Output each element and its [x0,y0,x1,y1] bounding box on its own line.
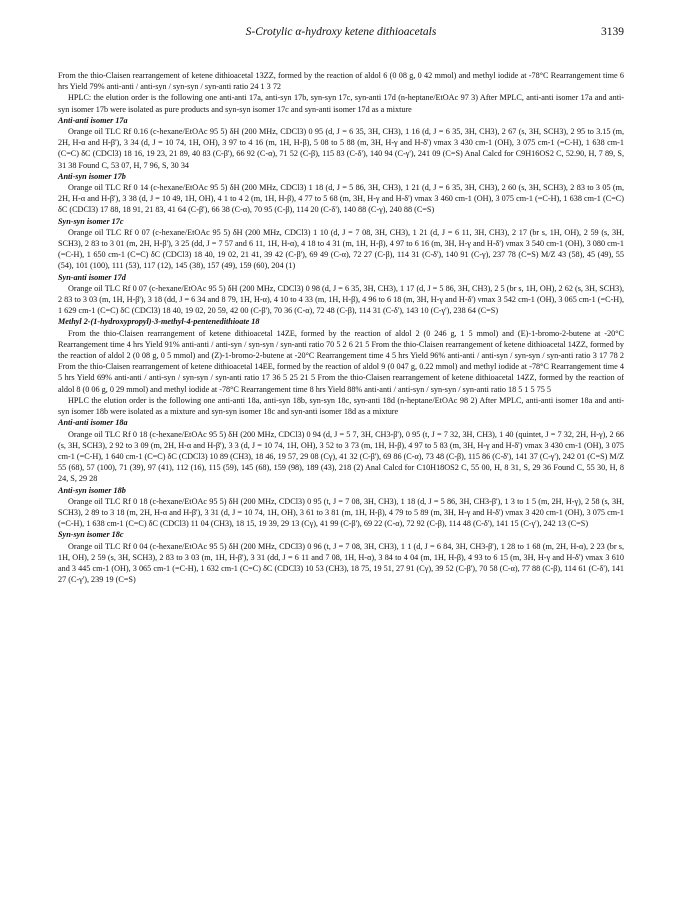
paragraph: From the thio-Claisen rearrangement of ketene dithioacetal 14ZE, formed by the reaction of aldol 2 (0 246 g, 1 5 mmol) and (E)-1-bromo-2-butene at -20°C Rearrangement time 4 hrs Yield 91% anti-anti / anti-syn / syn-syn / syn-anti ratio 70 5 2 6 21 5 From the thio-Claisen rearrangement of ketene dithioacetal 14ZZ, formed by the reaction of aldol 2 (0 08 g, 0 5 mmol) and (Z)-1-bromo-2-butene at -20°C Rearrangement time 4 5 hrs Yield 96% anti-anti / anti-syn / syn-syn / syn-anti ratio 3 17 78 2 From the thio-Claisen rearrangement of ketene dithioacetal 14EE, formed by the reaction of aldol 9 (0 047 g, 0.22 mmol) and methyl iodide at -78°C Rearrangement time 4 5 hrs Yield 69% anti-anti / anti-syn / syn-syn / syn-anti ratio 17 36 5 25 21 5 From the thio-Claisen rearrangement of ketene dithioacetal 14ZZ, formed by the reaction of aldol 8 (0 06 g, 0 29 mmol) and methyl iodide at -78°C Rearrangement time 8 hrs Yield 88% anti-anti / anti-syn / syn-syn / syn-anti ratio 18 5 1 5 75 5 [58,328,624,394]
paragraph: Orange oil TLC Rf 0 14 (c-hexane/EtOAc 95 5) δH (200 MHz, CDCl3) 1 18 (d, J = 5 86, 3H, CH3), 1 21 (d, J = 6 35, 3H, CH3), 2 60 (s, 3H, SCH3), 2 83 to 3 05 (m, 2H, H-α and H-β'), 3 38 (d, J = 10 49, 1H, OH), 4 1 to 4 2 (m, 1H, H-β), 4 77 to 5 68 (m, 3H, H-γ and H-δ') νmax 3 460 cm-1 (OH), 3 075 cm-1 (=C-H), 1 638 cm-1 (C=C) δC (CDCl3) 17 88, 18 91, 21 83, 41 64 (C-β'), 66 38 (C-α), 70 95 (C-β), 114 20 (C-δ'), 140 88 (C-γ), 240 88 (C=S) [58,183,624,215]
paragraph: Orange oil TLC Rf 0.16 (c-hexane/EtOAc 95 5) δH (200 MHz, CDCl3) 0 95 (d, J = 6 35, 3H, CH3), 1 16 (d, J = 6 35, 3H, CH3), 2 67 (s, 3H, SCH3), 2 95 to 3.15 (m, 2H, H-α and H-β'), 3 34 (d, J = 10 74, 1H, OH), 3 97 to 4 16 (m, 1H, H-β), 5 08 to 5 88 (m, 3H, H-γ and H-δ') νmax 3 430 cm-1 (OH), 3 075 cm-1 (=C-H), 1 638 cm-1 (C=C) δC (CDCl3) 18 16, 19 23, 21 89, 40 83 (C-β'), 66 92 (C-α), 71 52 (C-β), 115 83 (C-δ'), 140 94 (C-γ'), 241 09 (C=S) Anal Calcd for C9H16OS2 C, 52.90, H, 7 89, S, 31 38 Found C, 53 07, H, 7 96, S, 30 34 [58,127,624,170]
paragraph: Orange oil TLC Rf 0 18 (c-hexane/EtOAc 95 5) δH (200 MHz, CDCl3) 0 94 (d, J = 5 7, 3H, CH3-β'), 0 95 (t, J = 7 32, 3H, CH3), 1 40 (quintet, J = 7 32, 2H, H-γ), 2 66 (s, 3H, SCH3), 2 92 to 3 09 (m, 2H, H-α and H-β'), 3 3 (d, J = 10 74, 1H, OH), 3 52 to 3 73 (m, 1H, H-β), 4 97 to 5 83 (m, 3H, H-γ and H-δ') νmax 3 430 cm-1 (OH), 3 075 cm-1 (=C-H), 1 640 cm-1 (C=C) δC (CDCl3) 10 89 (CH3), 18 46, 19 57, 29 08 (Cγ), 41 32 (C-β'), 69 86 (C-α), 73 48 (C-β), 115 86 (C-δ'), 141 37 (C-γ'), 242 01 (C=S) M/Z 55 (68), 57 (100), 71 (39), 97 (41), 112 (16), 115 (59), 145 (68), 159 (98), 189 (43), 218 (2) Anal Calcd for C10H18OS2 C, 55 00, H, 8 31, S, 29 36 Found C, 55 30, H, 8 24, S, 29 28 [58,429,624,484]
compound-heading: Anti-syn isomer 18b [58,485,126,495]
body-text [58,70,624,585]
paragraph: Orange oil TLC Rf 0 04 (c-hexane/EtOAc 95 5) δH (200 MHz, CDCl3) 0 96 (t, J = 7 08, 3H, CH3), 1 1 (d, J = 6 84, 3H, CH3-β'), 1 28 to 1 68 (m, 2H, H-α), 2 23 (br s, 1H, OH), 2 59 (s, 3H, SCH3), 2 83 to 3 03 (m, 1H, H-β'), 3 31 (dd, J = 6 11 and 7 08, 1H, H-α), 3 84 to 4 04 (m, 1H, H-β), 4 93 to 6 15 (m, 3H, H-γ and H-δ') νmax 3 610 and 3 445 cm-1 (OH), 3 065 cm-1 (=C-H), 1 632 cm-1 (C=C) δC (CDCl3) 10 53 (CH3), 18 75, 19 51, 27 91 (Cγ), 39 52 (C-β'), 70 58 (C-α), 77 88 (C-β), 114 61 (C-δ'), 141 27 (C-γ'), 239 19 (C=S) [58,541,624,585]
compound-heading: Anti-anti isomer 17a [58,115,128,125]
compound-heading: Syn-syn isomer 17c [58,216,124,226]
page-header [58,26,624,42]
page-number: 3139 [601,26,624,38]
paragraph: HPLC the elution order is the following one anti-anti 18a, anti-syn 18b, syn-syn 18c, syn-anti 18d (n-heptane/EtOAc 98 2) After MPLC, anti-anti isomer 18a and anti-syn isomer 18b were isolated as a mixture and syn-syn isomer 18c and syn-anti isomer 18d as a mixture [58,395,624,417]
paragraph: From the thio-Claisen rearrangement of ketene dithioacetal 13ZZ, formed by the reaction of aldol 6 (0 08 g, 0 42 mmol) and methyl iodide at -78°C Rearrangement time 6 hrs Yield 79% anti-anti / anti-syn / syn-syn / syn-anti ratio 24 1 3 72 [58,71,624,92]
compound-heading: Syn-anti isomer 17d [58,272,126,282]
section-heading: Methyl 2-(1-hydroxypropyl)-3-methyl-4-pentenedithioate 18 [58,317,260,327]
paragraph: HPLC: the elution order is the following one anti-anti 17a, anti-syn 17b, syn-syn 17c, syn-anti 17d (n-heptane/EtOAc 97 3) After MPLC, anti-anti isomer 17a and anti-syn isomer 17b were isolated as pure products and syn-syn isomer 17c and syn-anti isomer 17d as a mixture [58,93,624,114]
paragraph: Orange oil TLC Rf 0 07 (c-hexane/EtOAc 95 5) δH (200 MHz, CDCl3) 1 10 (d, J = 7 08, 3H, CH3), 1 21 (d, J = 6 11, 3H, CH3), 2 17 (br s, 1H, OH), 2 59 (s, 3H, SCH3), 2 83 to 3 01 (m, 2H, H-β'), 3 25 (dd, J = 7 57 and 6 11, 1H, H-α), 4 18 to 4 31 (m, 1H, H-β), 4 97 to 6 16 (m, 3H, H-γ and H-δ') νmax 3 540 cm-1 (OH), 3 080 cm-1 (=C-H), 1 650 cm-1 (C=C) δC (CDCl3) 18 40, 19 02, 21 41, 39 42 (C-β'), 69 49 (C-α), 72 27 (C-β), 114 31 (C-δ'), 140 91 (C-γ), 237 78 (C=S) M/Z 43 (58), 45 (49), 55 (54), 101 (100), 111 (53), 117 (12), 145 (38), 157 (49), 159 (60), 204 (1) [58,227,624,271]
compound-heading: Anti-syn isomer 17b [58,171,126,181]
paragraph: Orange oil TLC Rf 0 07 (c-hexane/EtOAc 95 5) δH (200 MHz, CDCl3) 0 98 (d, J = 6 35, 3H, CH3), 1 17 (d, J = 5 86, 3H, CH3), 2 5 (br s, 1H, OH), 2 62 (s, 3H, SCH3), 2 83 to 3 03 (m, 1H, H-β'), 3 18 (dd, J = 6 34 and 8 79, 1H, H-α), 4 10 to 4 33 (m, 1H, H-β), 4 96 to 6 18 (m, 3H, H-γ and H-δ') νmax 3 542 cm-1 (OH), 3 065 cm-1 (=C-H), 1 629 cm-1 (C=C) δC (CDCl3) 18 40, 19 02, 20 59, 42 00 (C-β'), 70 36 (C-α), 72 48 (C-β), 114 31 (C-δ'), 143 10 (C-γ'), 238 64 (C=S) [58,283,624,316]
paragraph: Orange oil TLC Rf 0 18 (c-hexane/EtOAc 95 5) δH (200 MHz, CDCl3) 0 95 (t, J = 7 08, 3H, CH3), 1 18 (d, J = 5 86, 3H, CH3-β'), 1 3 to 1 5 (m, 2H, H-γ), 2 58 (s, 3H, SCH3), 2 89 to 3 18 (m, 2H, H-α and H-β'), 3 31 (d, J = 10 74, 1H, OH), 3 61 to 3 81 (m, 1H, H-β), 4 79 to 5 89 (m, 3H, H-γ and H-δ') νmax 3 420 cm-1 (OH), 3 075 cm-1 (=C-H), 1 638 cm-1 (C=C) δC (CDCl3) 11 04 (CH3), 18 15, 19 39, 29 13 (Cγ), 41 99 (C-β'), 69 22 (C-α), 72 92 (C-β), 114 48 (C-δ'), 141 15 (C-γ'), 242 13 (C=S) [58,496,624,529]
page [58,26,624,585]
compound-heading: Syn-syn isomer 18c [58,530,124,540]
compound-heading: Anti-anti isomer 18a [58,418,128,428]
running-title: S-Crotylic α-hydroxy ketene dithioacetals [245,26,437,38]
